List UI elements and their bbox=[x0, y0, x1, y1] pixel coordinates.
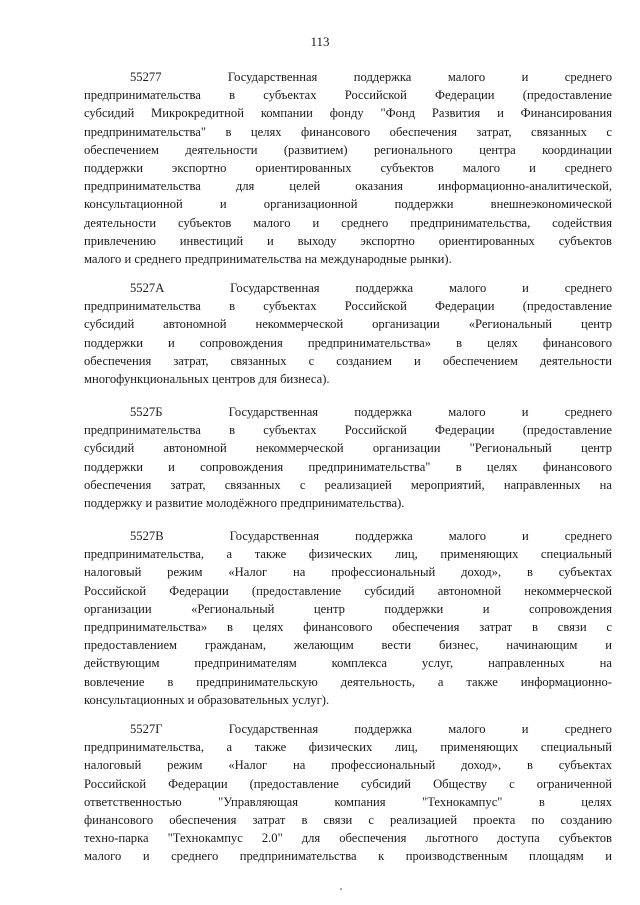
budget-code: 5527В bbox=[130, 529, 164, 543]
entry-text-line: предпринимательства в субъектах Российской Федерации (предоставление bbox=[84, 423, 612, 438]
heading-word: среднего bbox=[564, 70, 612, 84]
heading-word: и bbox=[521, 70, 529, 84]
budget-code-entry bbox=[84, 279, 612, 388]
heading-word: малого bbox=[447, 70, 486, 84]
entry-text-line: консультационной и организационной поддержки внешнеэкономической bbox=[84, 197, 612, 212]
heading-word: поддержка bbox=[354, 405, 412, 419]
budget-code-entry bbox=[84, 68, 612, 268]
heading-word: Государственная bbox=[227, 70, 318, 84]
entry-text-line: налоговый режим «Налог на профессиональный доход», в субъектах bbox=[84, 758, 612, 773]
entry-text-line: обеспечения затрат, связанных с реализацией мероприятий, направленных на bbox=[84, 477, 612, 492]
entry-text-line: ответственностью "Управляющая компания "Технокампус" в целях bbox=[84, 794, 612, 809]
entry-first-line bbox=[84, 403, 612, 421]
entry-text-line: многофункциональных центров для бизнеса). bbox=[84, 372, 330, 387]
heading-word: Государственная bbox=[228, 405, 319, 419]
heading-word: и bbox=[521, 405, 529, 419]
entry-text-line: предоставлением гражданам, желающим вести бизнес, начинающим и bbox=[84, 638, 612, 653]
heading-word: и bbox=[521, 722, 529, 736]
heading-word: поддержка bbox=[355, 281, 414, 295]
heading-word: малого bbox=[448, 281, 487, 295]
entry-text-line: поддержки и сопровождения предпринимательства" в целях финансового bbox=[84, 459, 612, 474]
heading-word: среднего bbox=[564, 529, 612, 543]
entry-text-line: предпринимательства, а также физических лиц, применяющих специальный bbox=[84, 740, 612, 755]
entry-text-line: Российской Федерации (предоставление субсидий автономной некоммерческой bbox=[84, 583, 612, 598]
heading-word: поддержка bbox=[353, 70, 412, 84]
heading-word: Государственная bbox=[228, 722, 319, 736]
entry-text-line: техно-парка "Технокампус 2.0" для обеспечения льготного доступа субъектов bbox=[84, 831, 612, 846]
entry-text-line: субсидий автономной некоммерческой организации «Региональный центр bbox=[84, 317, 612, 332]
entry-text-line: привлечению инвестиций и выходу экспортно ориентированных субъектов bbox=[84, 233, 612, 248]
entry-first-line bbox=[84, 68, 612, 86]
entry-text-line: предпринимательства" в целях финансового обеспечения затрат, связанных с bbox=[84, 124, 612, 139]
budget-code: 5527Г bbox=[130, 722, 163, 736]
scan-speck bbox=[340, 888, 342, 890]
entry-text-line: предпринимательства» в целях финансового обеспечения затрат в связи с bbox=[84, 620, 612, 635]
heading-word: среднего bbox=[564, 722, 612, 736]
budget-code: 55277 bbox=[130, 70, 162, 84]
entry-text-line: поддержки и сопровождения предпринимательства» в целях финансового bbox=[84, 335, 612, 350]
heading-word: среднего bbox=[564, 405, 612, 419]
entry-text-line: обеспечением деятельности (развитием) регионального центра координации bbox=[84, 142, 612, 157]
entry-text-line: Российской Федерации (предоставление субсидий Обществу с ограниченной bbox=[84, 776, 612, 791]
entry-first-line bbox=[84, 527, 612, 545]
entry-text-line: субсидий автономной некоммерческой организации "Региональный центр bbox=[84, 441, 612, 456]
entry-text-line: предпринимательства в субъектах Российской Федерации (предоставление bbox=[84, 88, 612, 103]
entry-text-line: организации «Региональный центр поддержки и сопровождения bbox=[84, 601, 612, 616]
heading-word: малого bbox=[448, 722, 486, 736]
entry-text-line: поддержки экспортно ориентированных субъектов малого и среднего bbox=[84, 161, 612, 176]
entry-text-line: действующим предпринимателям комплекса услуг, направленных на bbox=[84, 656, 612, 671]
entry-first-line bbox=[84, 720, 612, 738]
heading-word: и bbox=[522, 529, 529, 543]
page-number: 113 bbox=[310, 34, 330, 49]
heading-word: поддержка bbox=[354, 722, 412, 736]
entry-first-line bbox=[84, 279, 612, 297]
heading-word: и bbox=[522, 281, 529, 295]
entry-text-line: деятельности субъектов малого и среднего предпринимательства, содействия bbox=[84, 215, 612, 230]
budget-code: 5527Б bbox=[130, 405, 163, 419]
heading-word: поддержка bbox=[355, 529, 413, 543]
heading-word: малого bbox=[448, 405, 486, 419]
budget-code: 5527А bbox=[130, 281, 165, 295]
budget-code-entry bbox=[84, 403, 612, 512]
heading-word: среднего bbox=[564, 281, 612, 295]
entry-text-line: финансового обеспечения затрат в связи с реализацией проекта по созданию bbox=[84, 813, 612, 828]
entry-text-line: предпринимательства, а также физических лиц, применяющих специальный bbox=[84, 547, 612, 562]
entry-text-line: обеспечения затрат, связанных с созданием и обеспечением деятельности bbox=[84, 353, 612, 368]
budget-code-entry bbox=[84, 720, 612, 866]
entry-text-line: вовлечение в предпринимательскую деятельность, а также информационно- bbox=[84, 674, 612, 689]
budget-code-entry bbox=[84, 527, 612, 709]
heading-word: Государственная bbox=[230, 281, 320, 295]
entry-text-line: предпринимательства для целей оказания информационно-аналитической, bbox=[84, 179, 612, 194]
entry-text-line: налоговый режим «Налог на профессиональный доход», в субъектах bbox=[84, 565, 612, 580]
entry-text-line: малого и среднего предпринимательства на международные рынки). bbox=[84, 252, 452, 267]
entry-text-line: субсидий Микрокредитной компании фонду "Фонд Развития и Финансирования bbox=[84, 106, 612, 121]
entry-text-line: консультационных и образовательных услуг). bbox=[84, 692, 330, 707]
entry-text-line: предпринимательства в субъектах Российской Федерации (предоставление bbox=[84, 299, 612, 314]
heading-word: малого bbox=[448, 529, 487, 543]
entry-text-line: малого и среднего предпринимательства к производственным площадям и bbox=[84, 849, 612, 864]
entry-text-line: поддержку и развитие молодёжного предпринимательства). bbox=[84, 496, 405, 511]
heading-word: Государственная bbox=[229, 529, 320, 543]
